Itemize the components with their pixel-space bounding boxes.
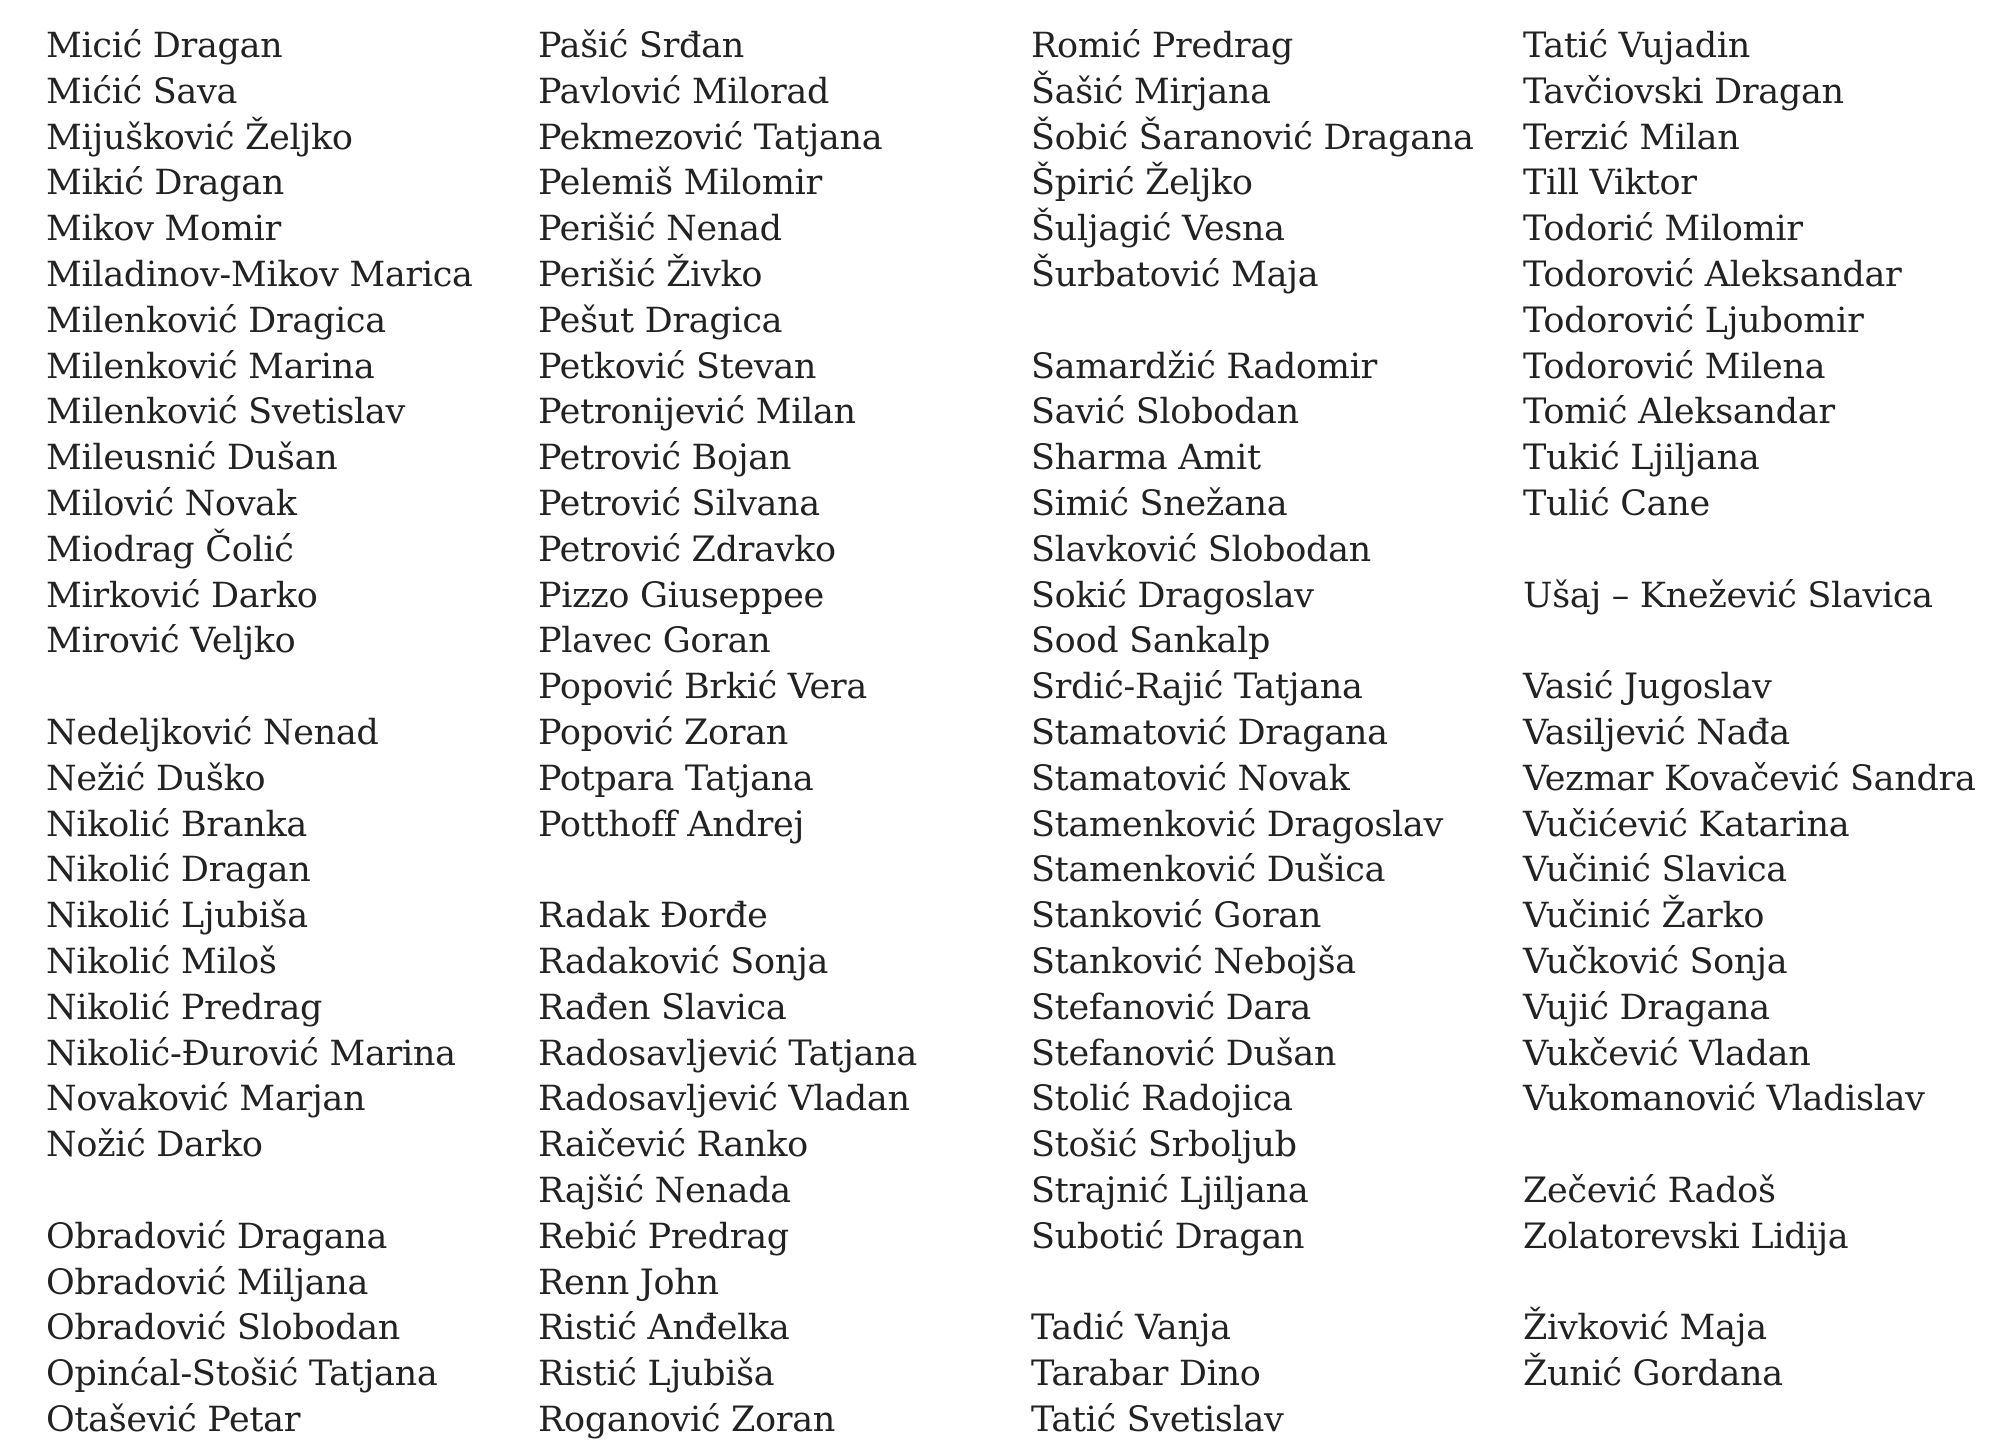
group-spacer [1523, 528, 1976, 574]
name-entry: Ristić Anđelka [538, 1308, 790, 1349]
name-entry: Mikov Momir [46, 209, 281, 250]
name-entry: Mićić Sava [46, 71, 238, 112]
name-entry: Perišić Živko [538, 254, 763, 295]
name-entry: Vukčević Vladan [1523, 1033, 1811, 1074]
name-entry: Pašić Srđan [538, 26, 744, 66]
name-entry: Perišić Nenad [538, 209, 782, 250]
name-entry: Tulić Cane [1523, 483, 1710, 524]
name-entry: Obradović Miljana [46, 1262, 369, 1303]
name-entry: Slavković Slobodan [1031, 529, 1371, 570]
name-entry: Petronijević Milan [538, 392, 856, 433]
name-entry: Ušaj – Knežević Slavica [1523, 575, 1933, 616]
name-entry: Pizzo Giuseppee [538, 575, 824, 616]
name-entry: Sood Sankalp [1031, 621, 1271, 662]
name-entry: Obradović Slobodan [46, 1308, 400, 1349]
name-entry: Stolić Radojica [1031, 1079, 1293, 1120]
name-entry: Mijušković Željko [46, 117, 353, 158]
name-entry: Zolatorevski Lidija [1523, 1216, 1849, 1257]
group-spacer [1523, 1123, 1976, 1169]
name-entry: Stefanović Dušan [1031, 1033, 1337, 1074]
name-entry: Opinćal-Stošić Tatjana [46, 1354, 438, 1395]
name-entry: Zečević Radoš [1523, 1170, 1776, 1211]
name-entry: Tatić Vujadin [1523, 26, 1751, 66]
name-entry: Savić Slobodan [1031, 392, 1299, 433]
name-entry: Žunić Gordana [1523, 1354, 1783, 1395]
name-entry: Tukić Ljiljana [1523, 438, 1760, 479]
name-entry: Nežić Duško [46, 758, 266, 799]
name-entry: Tadić Vanja [1031, 1308, 1231, 1349]
name-entry: Radosavljević Vladan [538, 1079, 910, 1120]
name-entry: Popović Brkić Vera [538, 667, 867, 708]
name-entry: Miladinov-Mikov Marica [46, 254, 473, 295]
name-entry: Nožić Darko [46, 1125, 263, 1166]
name-entry: Miodrag Čolić [46, 529, 294, 570]
name-entry: Rebić Predrag [538, 1216, 789, 1257]
group-spacer [538, 848, 917, 894]
name-entry: Petrović Zdravko [538, 529, 836, 570]
name-entry: Nikolić Predrag [46, 987, 323, 1028]
name-entry: Tarabar Dino [1031, 1354, 1261, 1395]
name-entry: Vukomanović Vladislav [1523, 1079, 1925, 1120]
name-entry: Todorović Ljubomir [1523, 300, 1864, 341]
name-entry: Obradović Dragana [46, 1216, 388, 1257]
name-entry: Nikolić Miloš [46, 941, 277, 982]
name-entry: Popović Zoran [538, 712, 789, 753]
group-spacer [1523, 1261, 1976, 1307]
name-entry: Romić Predrag [1031, 26, 1294, 66]
name-entry: Vasić Jugoslav [1523, 667, 1772, 708]
name-entry: Milenković Svetislav [46, 392, 405, 433]
name-entry: Mirović Veljko [46, 621, 296, 662]
name-entry: Stamenković Dragoslav [1031, 804, 1443, 845]
name-entry: Sharma Amit [1031, 438, 1261, 479]
name-entry: Micić Dragan [46, 26, 283, 66]
name-entry: Otašević Petar [46, 1399, 301, 1440]
name-entry: Sokić Dragoslav [1031, 575, 1314, 616]
name-entry: Srdić-Rajić Tatjana [1031, 667, 1363, 708]
name-entry: Vučićević Katarina [1523, 804, 1850, 845]
name-entry: Radak Đorđe [538, 896, 768, 937]
name-column-1 [46, 24, 473, 1444]
name-entry: Vučinić Slavica [1523, 850, 1787, 891]
group-spacer [1523, 619, 1976, 665]
name-entry: Šašić Mirjana [1031, 71, 1271, 112]
name-entry: Radaković Sonja [538, 941, 829, 982]
name-entry: Tomić Aleksandar [1523, 392, 1835, 433]
name-entry: Vezmar Kovačević Sandra [1523, 758, 1976, 799]
name-entry: Pekmezović Tatjana [538, 117, 883, 158]
name-entry: Subotić Dragan [1031, 1216, 1305, 1257]
name-entry: Vučković Sonja [1523, 941, 1788, 982]
name-entry: Tatić Svetislav [1031, 1399, 1284, 1440]
name-entry: Novaković Marjan [46, 1079, 366, 1120]
name-entry: Nikolić Ljubiša [46, 896, 308, 937]
name-entry: Pešut Dragica [538, 300, 783, 341]
name-entry: Milenković Marina [46, 346, 375, 387]
name-entry: Nedeljković Nenad [46, 712, 379, 753]
name-entry: Terzić Milan [1523, 117, 1740, 158]
name-entry: Stamatović Novak [1031, 758, 1350, 799]
name-entry: Vučinić Žarko [1523, 896, 1765, 937]
name-entry: Stefanović Dara [1031, 987, 1311, 1028]
group-spacer [46, 1169, 473, 1215]
name-entry: Samardžić Radomir [1031, 346, 1377, 387]
name-entry: Šuljagić Vesna [1031, 209, 1285, 250]
name-entry: Potpara Tatjana [538, 758, 814, 799]
name-entry: Pelemiš Milomir [538, 163, 822, 204]
name-entry: Petrović Silvana [538, 483, 820, 524]
name-entry: Šobić Šaranović Dragana [1031, 117, 1474, 158]
name-entry: Tavčiovski Dragan [1523, 71, 1844, 112]
name-entry: Rađen Slavica [538, 987, 787, 1028]
name-entry: Ristić Ljubiša [538, 1354, 775, 1395]
name-entry: Milenković Dragica [46, 300, 386, 341]
name-entry: Plavec Goran [538, 621, 771, 662]
name-entry: Milović Novak [46, 483, 297, 524]
name-entry: Todorović Aleksandar [1523, 254, 1902, 295]
group-spacer [46, 665, 473, 711]
name-column-4 [1523, 24, 1976, 1398]
name-entry: Roganović Zoran [538, 1399, 836, 1440]
name-entry: Nikolić Dragan [46, 850, 311, 891]
name-entry: Strajnić Ljiljana [1031, 1170, 1309, 1211]
name-column-3 [1031, 24, 1474, 1444]
name-entry: Petrović Bojan [538, 438, 792, 479]
name-entry: Potthoff Andrej [538, 804, 804, 845]
name-entry: Simić Snežana [1031, 483, 1288, 524]
name-entry: Stanković Nebojša [1031, 941, 1356, 982]
group-spacer [1031, 1261, 1474, 1307]
name-entry: Todorović Milena [1523, 346, 1826, 387]
name-entry: Mikić Dragan [46, 163, 285, 204]
name-entry: Vujić Dragana [1523, 987, 1770, 1028]
name-entry: Stanković Goran [1031, 896, 1322, 937]
name-entry: Mileusnić Dušan [46, 438, 338, 479]
name-entry: Nikolić-Đurović Marina [46, 1033, 456, 1074]
name-entry: Šurbatović Maja [1031, 254, 1319, 295]
name-entry: Živković Maja [1523, 1308, 1767, 1349]
name-entry: Pavlović Milorad [538, 71, 830, 112]
name-entry: Till Viktor [1523, 163, 1697, 204]
name-entry: Vasiljević Nađa [1523, 712, 1790, 753]
name-entry: Stamatović Dragana [1031, 712, 1388, 753]
name-entry: Raičević Ranko [538, 1125, 808, 1166]
name-entry: Mirković Darko [46, 575, 318, 616]
name-entry: Stamenković Dušica [1031, 850, 1386, 891]
name-entry: Radosavljević Tatjana [538, 1033, 917, 1074]
name-entry: Špirić Željko [1031, 163, 1253, 204]
name-entry: Nikolić Branka [46, 804, 307, 845]
name-entry: Rajšić Nenada [538, 1170, 791, 1211]
name-entry: Petković Stevan [538, 346, 817, 387]
name-entry: Renn John [538, 1262, 719, 1303]
name-entry: Todorić Milomir [1523, 209, 1803, 250]
name-column-2 [538, 24, 917, 1444]
group-spacer [1031, 299, 1474, 345]
name-entry: Stošić Srboljub [1031, 1125, 1297, 1166]
